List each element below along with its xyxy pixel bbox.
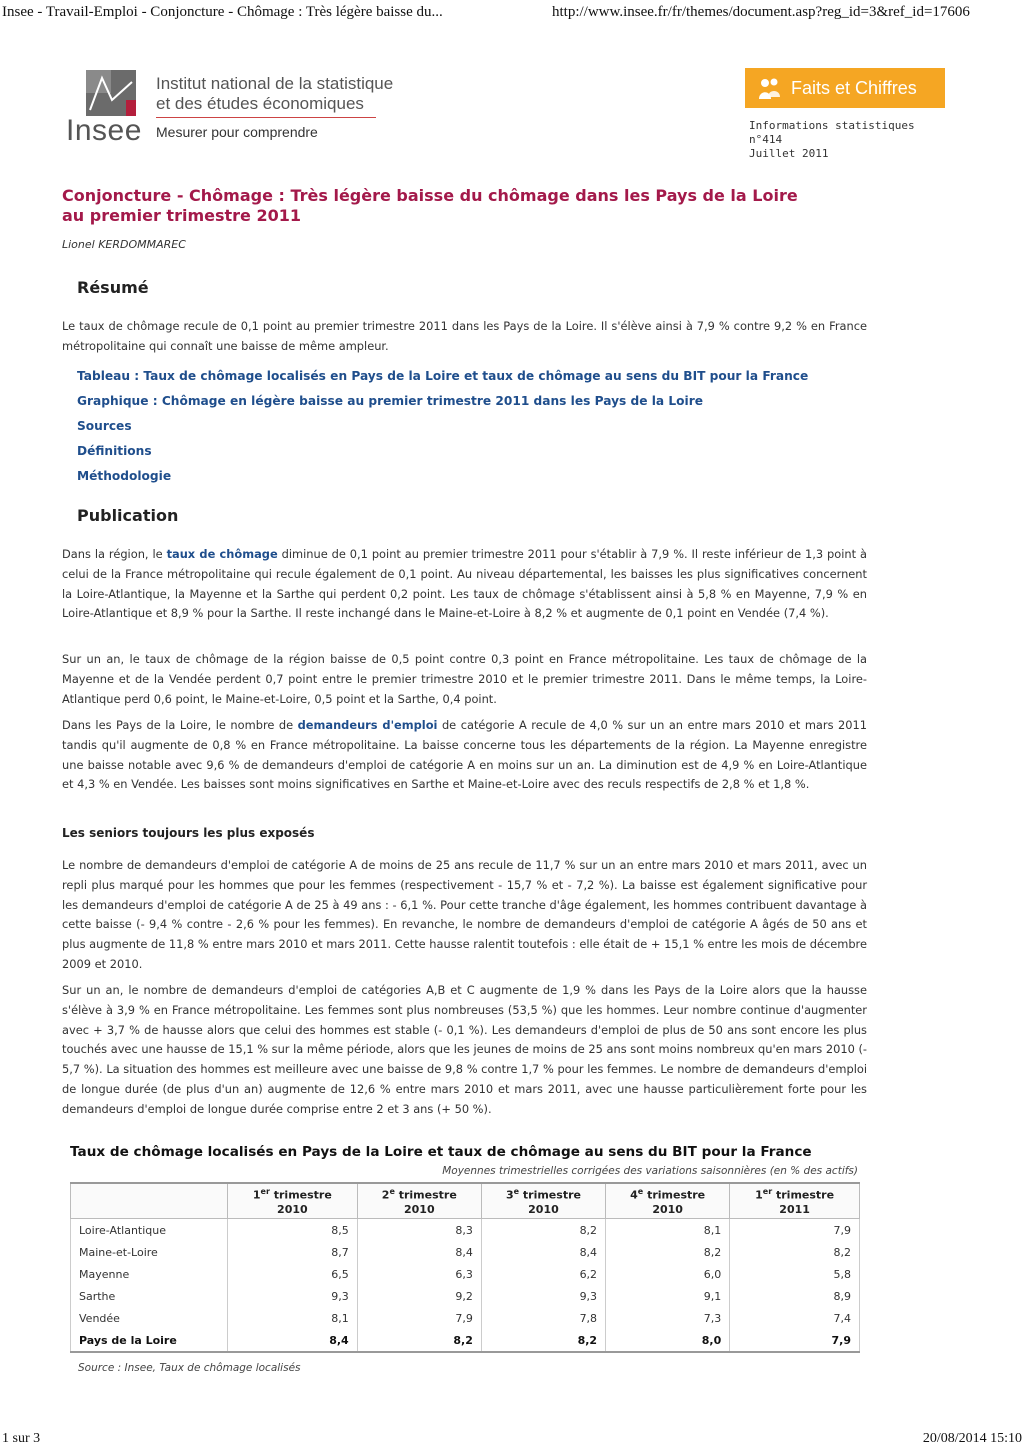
table-cell: 8,2 [357, 1329, 481, 1352]
table-cell: 6,3 [357, 1263, 481, 1285]
paragraph-4: Le nombre de demandeurs d'emploi de catégorie A de moins de 25 ans recule de 11,7 % sur un an entre mars 2010 et mars 2011, avec un repli plus marqué pour les hommes que pour les femmes (respectivement - 15,7 % et - 7,2 %). La baisse est également significative pour les demandeurs d'emploi de catégorie A de 25 à 49 ans : - 6,1 %. Pour cette tranche d'âge également, les hommes contribuent davantage à cette baisse (- 9,4 % contre - 2,6 % pour les femmes). En revanche, le nombre de demandeurs d'emploi de catégorie A âgés de 50 ans et plus augmente de 11,8 % entre mars 2010 et mars 2011. Cette hausse ralentit toutefois : elle était de + 15,1 % entre les mois de décembre 2009 et 2010. [62, 858, 867, 971]
info-number: n°414 [749, 133, 783, 146]
print-page-number: 1 sur 3 [2, 1431, 41, 1446]
resume-text: Le taux de chômage recule de 0,1 point au premier trimestre 2011 dans les Pays de la Loire. Il s'élève ainsi à 7,9 % contre 9,2 % en France métropolitaine qui connaît une baisse de même ampleur. [62, 319, 867, 353]
table-cell: 8,2 [606, 1241, 730, 1263]
table-cell: 7,9 [730, 1219, 860, 1242]
row-label: Maine-et-Loire [71, 1241, 228, 1263]
table-cell: 6,0 [606, 1263, 730, 1285]
info-series: Informations statistiques [749, 119, 915, 132]
table-row-total [71, 1329, 860, 1352]
paragraph-5: Sur un an, le nombre de demandeurs d'emploi de catégories A,B et C augmente de 1,9 % dans les Pays de la Loire alors que la hausse s'élève à 3,9 % en France métropolitaine. Les femmes sont plus nombreuses (53,5 %) que les hommes. Leur nombre continue d'augmenter avec + 3,7 % de hausse alors que celui des hommes est stable (- 0,1 %). Les demandeurs d'emploi de plus de 50 ans sont encore les plus touchés avec une hausse de 15,1 % sur la même période, alors que les jeunes de moins de 25 ans sont moins nombreux qu'en mars 2010 (- 5,7 %). La situation des hommes est meilleure avec une baisse de 9,8 % contre 1,7 % pour les femmes. Le nombre de demandeurs d'emploi de longue durée (de plus d'un an) augmente de 12,6 % entre mars 2010 et mars 2011, avec une hausse particulièrement forte pour les demandeurs d'emploi de longue durée comprise entre 2 et 3 ans (+ 50 %). [62, 983, 867, 1116]
table-cell: 8,4 [228, 1329, 358, 1352]
table-cell: 7,9 [730, 1329, 860, 1352]
table-cell: 9,1 [606, 1285, 730, 1307]
table-cell: 7,9 [357, 1307, 481, 1329]
table-header-col: 4e trimestre 2010 [606, 1183, 730, 1219]
paragraph-3 [62, 716, 867, 795]
table-cell: 5,8 [730, 1263, 860, 1285]
link-demandeurs-emploi[interactable]: demandeurs d'emploi [297, 718, 438, 732]
table-cell: 7,8 [481, 1307, 605, 1329]
print-page-title: Insee - Travail-Emploi - Conjoncture - Chômage : Très légère baisse du... [2, 4, 443, 20]
people-group-icon [757, 75, 783, 101]
table-row [71, 1285, 860, 1307]
insee-logo-mark-icon [86, 70, 136, 116]
table-cell: 8,4 [357, 1241, 481, 1263]
unemployment-table [70, 1182, 860, 1353]
paragraph-2: Sur un an, le taux de chômage de la région baisse de 0,5 point contre 0,3 point en France métropolitaine. Les taux de chômage de la Mayenne et de la Vendée perdent 0,7 point entre le premier trimestre 2010 et le premier trimestre 2011. Dans le même temps, la Loire-Atlantique perd 0,6 point, le Maine-et-Loire, 0,5 point et la Sarthe, 0,4 point. [62, 652, 867, 706]
table-cell: 8,7 [228, 1241, 358, 1263]
row-label: Loire-Atlantique [71, 1219, 228, 1242]
table-header-row [71, 1183, 860, 1219]
row-label: Vendée [71, 1307, 228, 1329]
table-cell: 8,4 [481, 1241, 605, 1263]
print-header [0, 2, 1024, 24]
table-cell: 8,0 [606, 1329, 730, 1352]
seniors-subheading: Les seniors toujours les plus exposés [62, 826, 315, 840]
table-cell: 9,3 [228, 1285, 358, 1307]
row-label: Pays de la Loire [71, 1329, 228, 1352]
table-cell: 8,1 [228, 1307, 358, 1329]
table-title: Taux de chômage localisés en Pays de la Loire et taux de chômage au sens du BIT pour la France [70, 1144, 812, 1160]
table-source: Source : Insee, Taux de chômage localisés [78, 1362, 301, 1374]
table-header-col: 1er trimestre 2011 [730, 1183, 860, 1219]
table-header-col: 3e trimestre 2010 [481, 1183, 605, 1219]
table-cell: 7,4 [730, 1307, 860, 1329]
table-cell: 6,5 [228, 1263, 358, 1285]
print-datetime: 20/08/2014 15:10 [922, 1431, 1022, 1446]
table-header-col: 2e trimestre 2010 [357, 1183, 481, 1219]
insee-tagline: Mesurer pour comprendre [156, 124, 318, 140]
table-row [71, 1307, 860, 1329]
table-note: Moyennes trimestrielles corrigées des variations saisonnières (en % des actifs) [442, 1165, 858, 1177]
row-label: Sarthe [71, 1285, 228, 1307]
table-cell: 9,2 [357, 1285, 481, 1307]
table-cell: 8,9 [730, 1285, 860, 1307]
insee-wordmark: Insee [66, 114, 142, 147]
table-cell: 6,2 [481, 1263, 605, 1285]
link-taux-de-chomage[interactable]: taux de chômage [166, 547, 278, 561]
paragraph-3-text-a: Dans les Pays de la Loire, le nombre de [62, 718, 298, 732]
info-date: Juillet 2011 [749, 147, 829, 160]
publication-info [749, 119, 915, 161]
badge-label: Faits et Chiffres [791, 77, 917, 98]
table-cell: 8,5 [228, 1219, 358, 1242]
paragraph-1 [62, 545, 867, 624]
toc-link-definitions[interactable]: Définitions [77, 444, 152, 458]
table-header-empty [71, 1183, 228, 1219]
toc-link-tableau[interactable]: Tableau : Taux de chômage localisés en Pays de la Loire et taux de chômage au sens du BIT pour la France [77, 369, 809, 383]
publication-heading: Publication [77, 506, 179, 525]
paragraph-1-text-a: Dans la région, le [62, 547, 167, 561]
table-cell: 8,1 [606, 1219, 730, 1242]
toc-link-methodologie[interactable]: Méthodologie [77, 469, 172, 483]
toc-link-graphique[interactable]: Graphique : Chômage en légère baisse au premier trimestre 2011 dans les Pays de la Loire [77, 394, 703, 408]
logo-divider [156, 117, 376, 118]
table-of-contents [77, 366, 808, 491]
article-title: Conjoncture - Chômage : Très légère baisse du chômage dans les Pays de la Loire au premier trimestre 2011 [62, 186, 798, 225]
insee-name-line1: Institut national de la statistique [156, 74, 394, 93]
paragraph-3-text-b: de catégorie A recule de 4,0 % sur un an entre mars 2010 et mars 2011 tandis qu'il augmente de 0,8 % en France métropolitaine. La baisse concerne tous les départements de la région. La Mayenne enregistre une baisse notable avec 9,6 % de demandeurs d'emploi de catégorie A en moins sur un an. La diminution est de 4,9 % en Loire-Atlantique et 4,3 % en Vendée. Les baisses sont moins significatives en Sarthe et Maine-et-Loire avec des reculs respectifs de 2,8 % et 1,8 %. [62, 718, 868, 792]
row-label: Mayenne [71, 1263, 228, 1285]
table-cell: 7,3 [606, 1307, 730, 1329]
faits-et-chiffres-badge[interactable] [745, 68, 945, 108]
article-author: Lionel KERDOMMAREC [62, 238, 186, 251]
table-cell: 8,2 [481, 1329, 605, 1352]
table-row [71, 1219, 860, 1242]
table-cell: 8,2 [481, 1219, 605, 1242]
resume-heading: Résumé [77, 278, 149, 297]
table-row [71, 1263, 860, 1285]
table-cell: 9,3 [481, 1285, 605, 1307]
print-footer [0, 1431, 1024, 1449]
table-header-col: 1er trimestre 2010 [228, 1183, 358, 1219]
table-cell: 8,2 [730, 1241, 860, 1263]
insee-name-line2: et des études économiques [156, 94, 364, 113]
toc-link-sources[interactable]: Sources [77, 419, 132, 433]
table-row [71, 1241, 860, 1263]
print-page-url: http://www.insee.fr/fr/themes/document.asp?reg_id=3&ref_id=17606 [552, 4, 970, 20]
insee-logo[interactable] [66, 68, 406, 148]
paragraph-1-text-b: diminue de 0,1 point au premier trimestre 2011 pour s'établir à 7,9 %. Il reste inférieur de 1,3 point à celui de la France métropolitaine qui recule également de 0,1 point. Au niveau départemental, les baisses les plus significatives concernent la Loire-Atlantique, la Mayenne et la Sarthe qui perdent 0,2 point. Les taux de chômage s'établissent ainsi à 5,8 % en Mayenne, 7,9 % en Loire-Atlantique et 8,9 % pour la Sarthe. Il reste inchangé dans le Maine-et-Loire à 8,2 % et augmente de 0,1 point en Vendée (7,4 %). [62, 547, 867, 621]
table-cell: 8,3 [357, 1219, 481, 1242]
